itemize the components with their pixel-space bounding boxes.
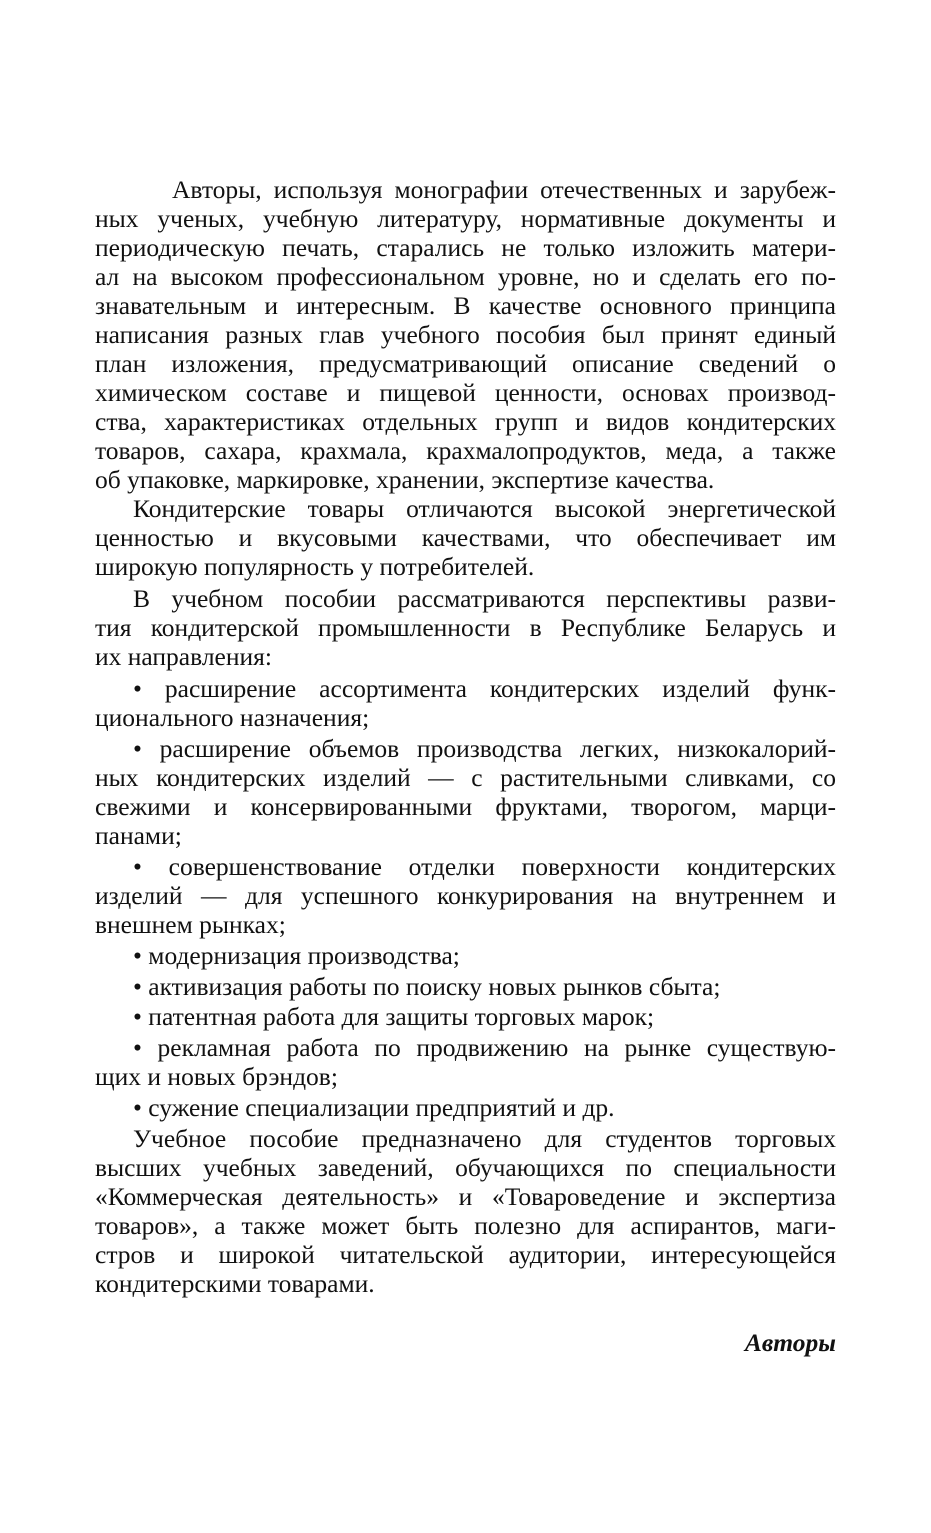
text-line: об упаковке, маркировке, хранении, экспертизе качества. — [95, 465, 715, 494]
list-item-line: • расширение объемов производства легких, низкокалорий- — [133, 734, 836, 763]
text-line: «Коммерческая деятельность» и «Товароведение и экспертиза — [95, 1182, 836, 1211]
text-line: Кондитерские товары отличаются высокой энергетической — [133, 494, 836, 523]
text-line: Учебное пособие предназначено для студентов торговых — [133, 1124, 836, 1153]
text-line: высших учебных заведений, обучающихся по специальности — [95, 1153, 836, 1182]
list-item-line: • модернизация производства; — [133, 941, 460, 970]
text-line: Авторы, используя монографии отечественных и зарубеж- — [172, 175, 836, 204]
list-item-line: • рекламная работа по продвижению на рынке существую- — [133, 1033, 836, 1062]
list-item-line: • расширение ассортимента кондитерских изделий функ- — [133, 674, 836, 703]
text-line: их направления: — [95, 642, 272, 671]
list-item-line: ционального назначения; — [95, 703, 370, 732]
list-item-line: • патентная работа для защиты торговых марок; — [133, 1002, 655, 1031]
text-line: товаров, сахара, крахмала, крахмалопродуктов, меда, а также — [95, 436, 836, 465]
text-line: химическом составе и пищевой ценности, основах производ- — [95, 378, 836, 407]
list-item-line: • активизация работы по поиску новых рынков сбыта; — [133, 972, 721, 1001]
text-line: кондитерскими товарами. — [95, 1269, 375, 1298]
list-item-line: • совершенствование отделки поверхности кондитерских — [133, 852, 836, 881]
list-item-line: щих и новых брэндов; — [95, 1062, 338, 1091]
text-line: тия кондитерской промышленности в Республике Беларусь и — [95, 613, 836, 642]
text-line: В учебном пособии рассматриваются перспективы разви- — [133, 584, 836, 613]
text-line: ценностью и вкусовыми качествами, что обеспечивает им — [95, 523, 836, 552]
list-item-line: панами; — [95, 821, 182, 850]
text-line: ных ученых, учебную литературу, нормативные документы и — [95, 204, 836, 233]
text-line: план изложения, предусматривающий описание сведений о — [95, 349, 836, 378]
text-line: широкую популярность у потребителей. — [95, 552, 535, 581]
text-line: написания разных глав учебного пособия был принят единый — [95, 320, 836, 349]
list-item-line: • сужение специализации предприятий и др. — [133, 1093, 615, 1122]
signature: Авторы — [744, 1328, 836, 1357]
list-item-line: свежими и консервированными фруктами, творогом, марци- — [95, 792, 836, 821]
text-line: товаров», а также может быть полезно для аспирантов, маги- — [95, 1211, 836, 1240]
text-line: стров и широкой читательской аудитории, интересующейся — [95, 1240, 836, 1269]
text-line: периодическую печать, старались не только изложить матери- — [95, 233, 836, 262]
text-line: ал на высоком профессиональном уровне, но и сделать его по- — [95, 262, 836, 291]
text-line: ства, характеристиках отдельных групп и видов кондитерских — [95, 407, 836, 436]
list-item-line: ных кондитерских изделий — с растительными сливками, со — [95, 763, 836, 792]
text-line: знавательным и интересным. В качестве основного принципа — [95, 291, 836, 320]
list-item-line: внешнем рынках; — [95, 910, 286, 939]
list-item-line: изделий — для успешного конкурирования на внутреннем и — [95, 881, 836, 910]
